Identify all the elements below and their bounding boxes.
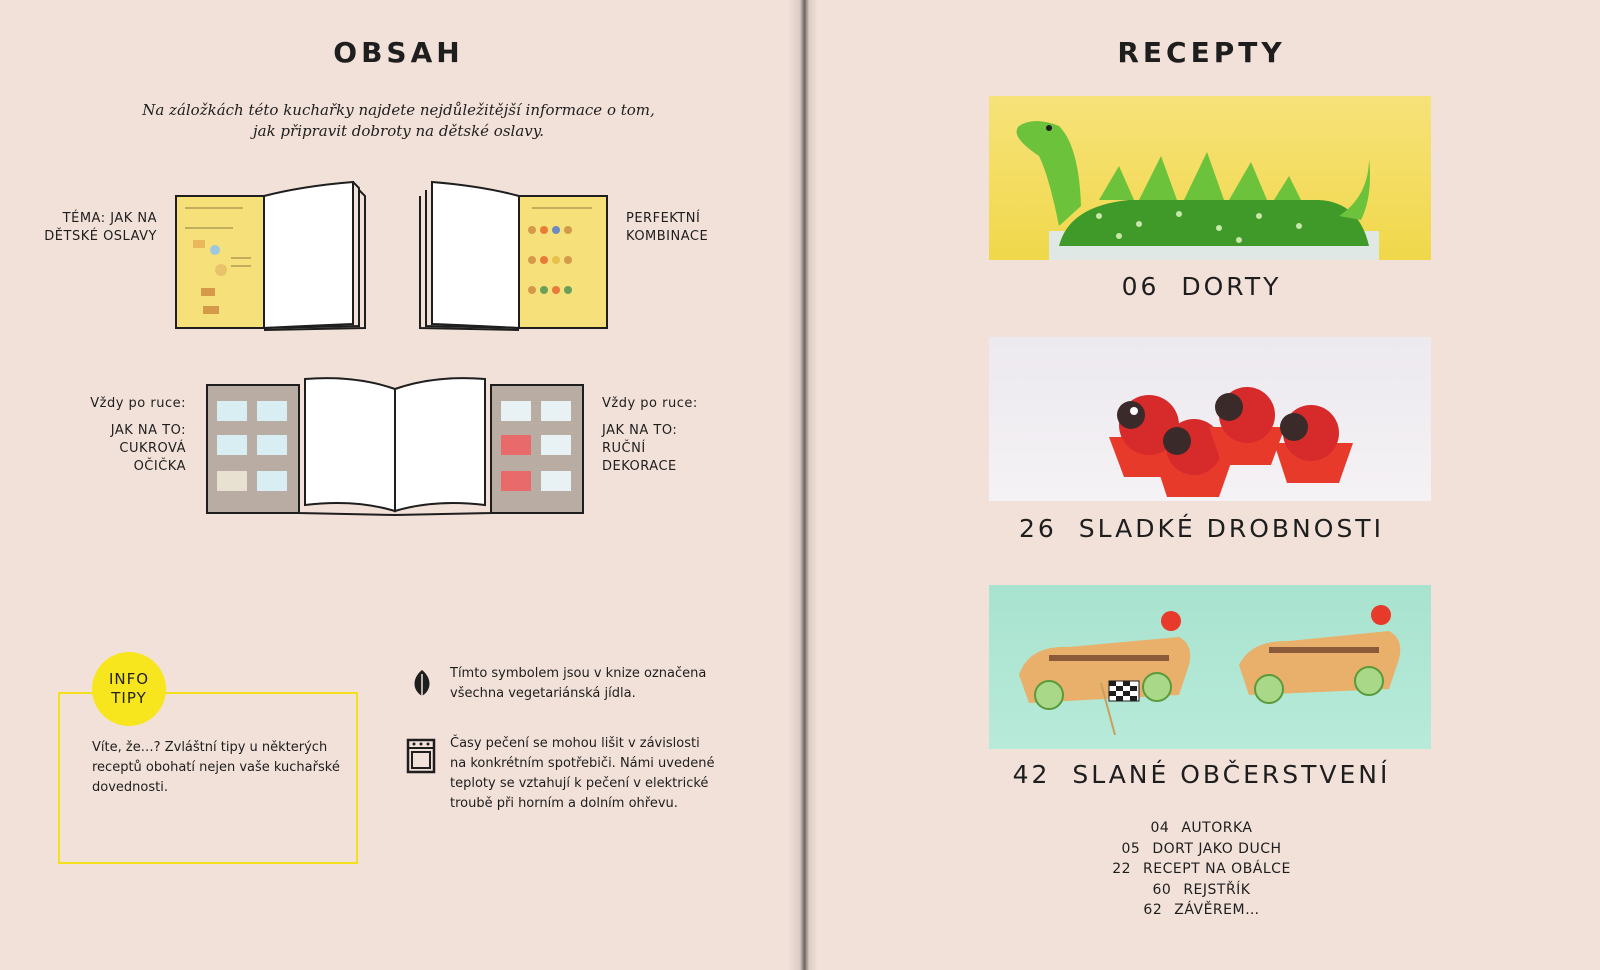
intro-line: Na záložkách této kuchařky najdete nejdůležitější informace o tom,: [142, 101, 655, 119]
photo-dinosaur-cake: [989, 96, 1431, 260]
tab-label-perfect: PERFEKTNÍ KOMBINACE: [626, 211, 709, 244]
toc-row[interactable]: 04 AUTORKA: [1150, 820, 1253, 836]
photo-hotdog-cars: [989, 585, 1431, 749]
photo-ladybug-cupcakes: [989, 337, 1431, 501]
toc-row[interactable]: 62 ZÁVĚREM…: [1143, 902, 1260, 918]
tab-label-rucni: Vždy po ruce: JAK NA TO: RUČNÍ DEKORACE: [602, 396, 698, 474]
vegetarian-note: Tímto symbolem jsou v knize označena všechna vegetariánská jídla.: [450, 666, 707, 701]
toc-list: [803, 818, 1600, 921]
leaf-icon: [410, 668, 434, 700]
book-illustration-right: [412, 180, 612, 335]
toc-row[interactable]: 05 DORT JAKO DUCH: [1121, 840, 1282, 857]
toc-row[interactable]: 60 REJSTŘÍK: [1152, 881, 1251, 898]
left-page: [0, 0, 797, 970]
toc-row[interactable]: 22 RECEPT NA OBÁLCE: [1112, 861, 1291, 877]
book-gutter: [788, 0, 818, 970]
intro-line: jak připravit dobroty na dětské oslavy.: [252, 122, 544, 140]
oven-icon: [406, 738, 436, 774]
section-title-dorty: 06 DORTY: [1121, 272, 1282, 301]
section-title-slane-obcerstveni: 42 SLANÉ OBČERSTVENÍ: [1012, 760, 1391, 789]
intro-text: [0, 100, 797, 142]
open-book-illustration: [205, 375, 585, 520]
info-tips-text: Víte, že…? Zvláštní tipy u některých receptů obohatí nejen vaše kuchařské dovednosti.: [92, 740, 340, 795]
tab-label-cukrova: Vždy po ruce: JAK NA TO: CUKROVÁ OČIČKA: [90, 396, 186, 474]
tab-label-tema: TÉMA: JAK NA DĚTSKÉ OSLAVY: [44, 211, 157, 244]
section-title-sladke-drobnosti: 26 SLADKÉ DROBNOSTI: [1019, 514, 1384, 543]
book-illustration-left: [173, 180, 373, 335]
recipes-heading: RECEPTY: [1117, 36, 1286, 69]
info-tips-badge: INFO TIPY: [92, 652, 166, 726]
oven-note: Časy pečení se mohou lišit v závislosti na konkrétním spotřebiči. Námi uvedené teploty se vztahují k pečení v elektrické troubě při horním a dolním ohřevu.: [450, 736, 715, 811]
contents-heading: OBSAH: [333, 36, 464, 69]
